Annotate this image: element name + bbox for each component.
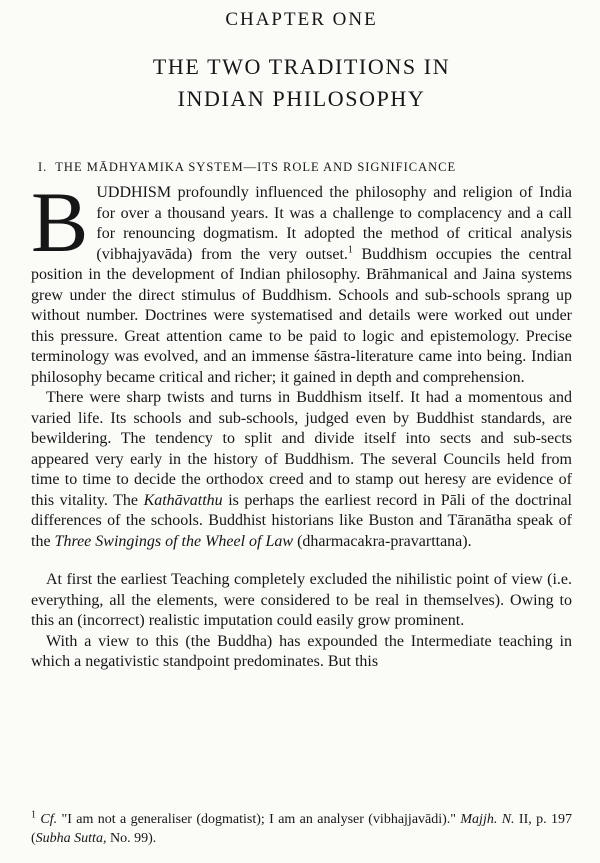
section-heading-text: THE MĀDHYAMIKA SYSTEM—ITS ROLE AND SIGNIFICANCE <box>55 160 457 174</box>
footnote-cf: Cf. <box>40 812 58 827</box>
footnote-marker: 1 <box>31 809 36 821</box>
footnote-text-b: II, p. 197 ( <box>31 812 572 846</box>
paragraph-3: At first the earliest Teaching completely excluded the nihilistic point of view (i.e. everything, all the elements, were considered to be real in themselves). Owing to this an (incorrect) realistic imputation could easily grow prominent. <box>31 571 572 629</box>
footnote-sutta: Subha Sutta <box>35 831 103 846</box>
paragraph-4: With a view to this (the Buddha) has expounded the Intermediate teaching in which a negativistic standpoint predominates. But this <box>31 632 572 670</box>
chapter-title-line-2: INDIAN PHILOSOPHY <box>177 86 426 111</box>
paragraph-2-text-b: is perhaps the earliest record in Pāli of the doctrinal differences of the schools. Buddhist historians like Buston and Tāranātha speak of the <box>31 491 572 550</box>
section-heading <box>31 158 572 176</box>
paragraph-2-italic-b: Three Swingings of the Wheel of Law <box>54 532 294 550</box>
footnote-text-a: "I am not a generaliser (dogmatist); I am an analyser (vibhajjavādi)." <box>57 812 461 827</box>
paragraph-1 <box>31 174 572 388</box>
footnote-text-c: , No. 99). <box>102 831 157 846</box>
paragraph-2-text-c: (dharmacakra-pravarttana). <box>293 532 472 550</box>
footnote <box>31 810 572 848</box>
chapter-title <box>31 51 572 115</box>
paragraph-1-text-a: UDDHISM profoundly influenced the philosophy and religion of India for over a thousand years. It was a challenge to complacency and a call for renouncing dogmatism. It adopted the method of critical analysis (vibhajyavāda) from the very outset. <box>96 184 572 263</box>
paragraph-2-italic-a: Kathāvatthu <box>143 491 223 509</box>
chapter-title-line-1: THE TWO TRADITIONS IN <box>152 54 451 79</box>
footnote-source: Majjh. N. <box>460 812 515 827</box>
body-text <box>31 174 572 673</box>
drop-cap: B <box>31 174 89 270</box>
footnote-text <box>31 810 572 848</box>
paragraph-2 <box>31 388 572 552</box>
chapter-label: CHAPTER ONE <box>225 9 378 30</box>
footnote-reference[interactable]: 1 <box>347 244 353 256</box>
paragraph-1-text-b: Buddhism occupies the central position in the development of Indian philosophy. Brāhmanical and Jaina systems grew under the direct stimulus of Buddhism. Schools and sub-schools sprang up without number. Doctrines were systematised and details were worked out under this pressure. Great attention came to be paid to logic and epistemology. Precise terminology was evolved, and an immense śāstra-literature came into being. Indian philosophy became critical and richer; it gained in depth and comprehension. <box>31 245 572 386</box>
paragraph-2-text-a: There were sharp twists and turns in Buddhism itself. It had a momentous and varied life. Its schools and sub-schools, judged even by Buddhist standards, are bewildering. The tendency to split and divide itself into sects and sub-sects appeared very early in the history of Buddhism. The several Councils held from time to time to decide the orthodox creed and to stamp out heresy are evidence of this vitality. The <box>31 389 572 509</box>
section-number: I. <box>38 160 48 174</box>
